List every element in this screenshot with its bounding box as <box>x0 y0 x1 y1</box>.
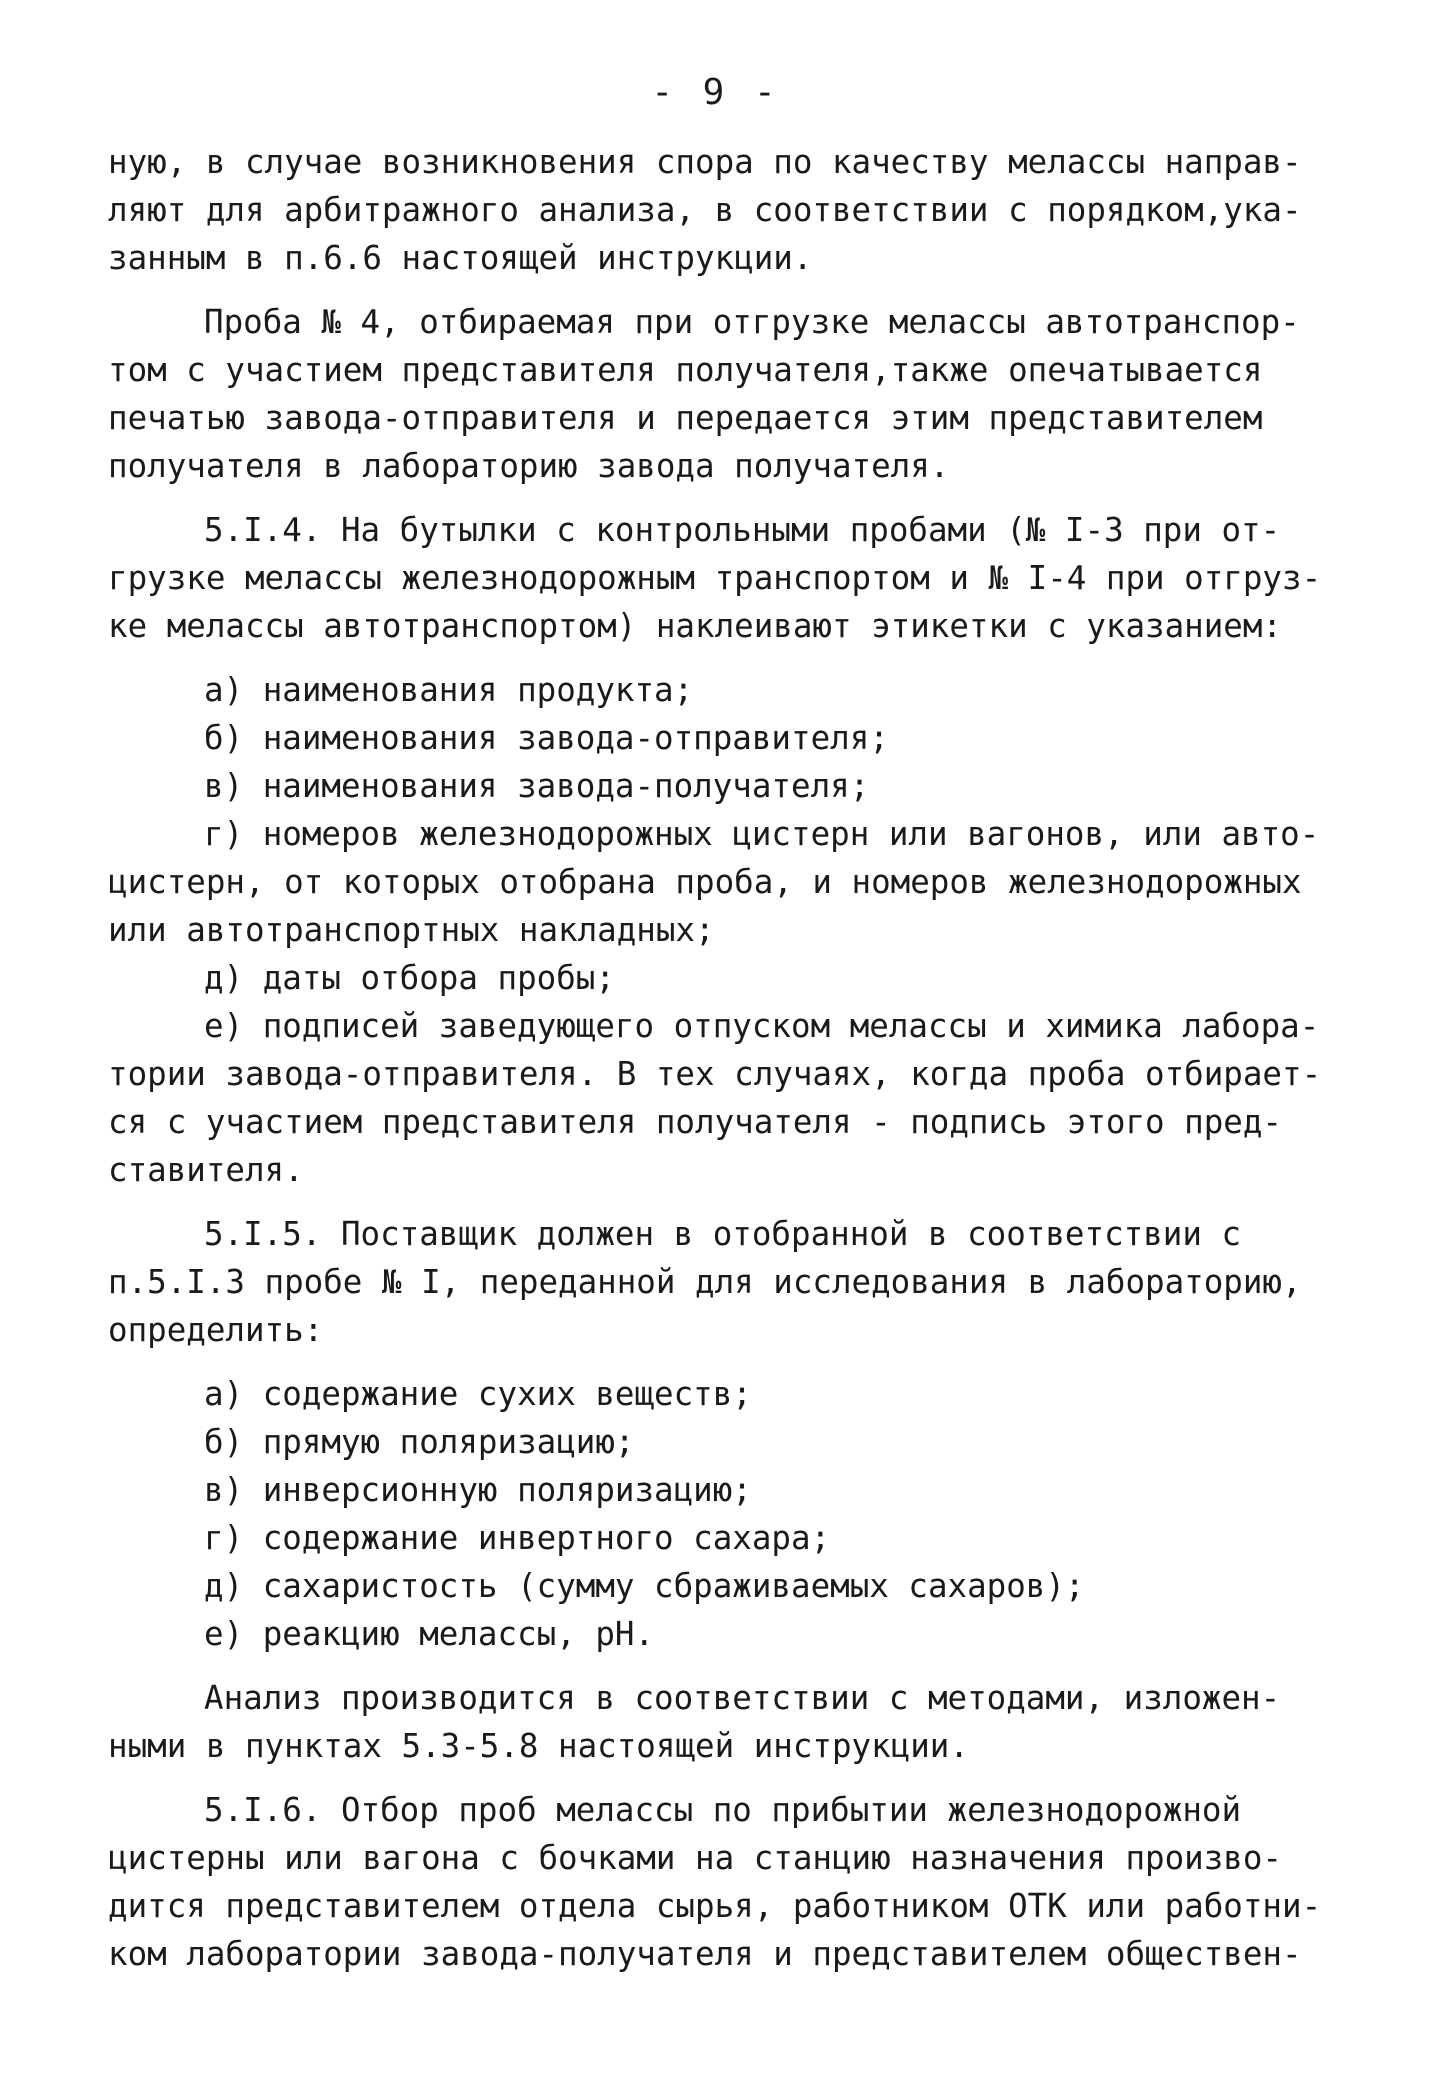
text-line: ся с участием представителя получателя - подпись этого пред- <box>108 1103 1282 1141</box>
text-line: ляют для арбитражного анализа, в соответствии с порядком,ука- <box>108 191 1302 229</box>
text-line: цистерны или вагона с бочками на станцию назначения произво- <box>108 1839 1282 1877</box>
text-line: п.5.I.3 пробе № I, переданной для исследования в лабораторию, <box>108 1263 1302 1301</box>
text-line: занным в п.6.6 настоящей инструкции. <box>108 239 813 277</box>
text-line: печатью завода-отправителя и передается этим представителем <box>108 399 1263 437</box>
text-line: дится представителем отдела сырья, работником ОТК или работни- <box>108 1887 1322 1925</box>
list-item: б) прямую поляризацию; <box>204 1423 635 1461</box>
text-line: ными в пунктах 5.3-5.8 настоящей инструкции. <box>108 1727 969 1765</box>
text-line: ставителя. <box>108 1151 304 1189</box>
list-item: д) даты отбора пробы; <box>204 959 615 997</box>
list-item: в) наименования завода-получателя; <box>204 767 870 805</box>
text-line: 5.I.6. Отбор проб мелассы по прибытии железнодорожной <box>204 1791 1242 1829</box>
list-item: г) содержание инвертного сахара; <box>204 1519 831 1557</box>
text-line: тории завода-отправителя. В тех случаях, когда проба отбирает- <box>108 1055 1322 1093</box>
document-body <box>108 138 1338 1978</box>
text-line: или автотранспортных накладных; <box>108 911 715 949</box>
page-number: - 9 - <box>651 72 780 113</box>
text-line: ную, в случае возникновения спора по качеству мелассы направ- <box>108 143 1302 181</box>
list-item: д) сахаристость (сумму сбраживаемых сахаров); <box>204 1567 1085 1605</box>
text-line: Проба № 4, отбираемая при отгрузке мелассы автотранспор- <box>204 303 1300 341</box>
text-line: определить: <box>108 1311 324 1349</box>
list-item: е) подписей заведующего отпуском мелассы и химика лабора- <box>204 1007 1320 1045</box>
text-line: 5.I.4. На бутылки с контрольными пробами (№ I-3 при от- <box>204 511 1281 549</box>
text-line: грузке мелассы железнодорожным транспортом и № I-4 при отгруз- <box>108 559 1322 597</box>
text-line: том с участием представителя получателя,также опечатывается <box>108 351 1263 389</box>
text-line: ком лаборатории завода-получателя и представителем обществен- <box>108 1935 1302 1973</box>
list-item: е) реакцию мелассы, рН. <box>204 1615 655 1653</box>
text-line: ке мелассы автотранспортом) наклеивают этикетки с указанием: <box>108 607 1282 645</box>
list-item: г) номеров железнодорожных цистерн или вагонов, или авто- <box>204 815 1320 853</box>
list-item: а) содержание сухих веществ; <box>204 1375 752 1413</box>
text-line: 5.I.5. Поставщик должен в отобранной в соответствии с <box>204 1215 1242 1253</box>
list-item: в) инверсионную поляризацию; <box>204 1471 752 1509</box>
list-item: а) наименования продукта; <box>204 671 694 709</box>
text-line: получателя в лабораторию завода получателя. <box>108 447 950 485</box>
text-line: цистерн, от которых отобрана проба, и номеров железнодорожных <box>108 863 1302 901</box>
text-line: Анализ производится в соответствии с методами, изложен- <box>204 1679 1281 1717</box>
list-item: б) наименования завода-отправителя; <box>204 719 889 757</box>
